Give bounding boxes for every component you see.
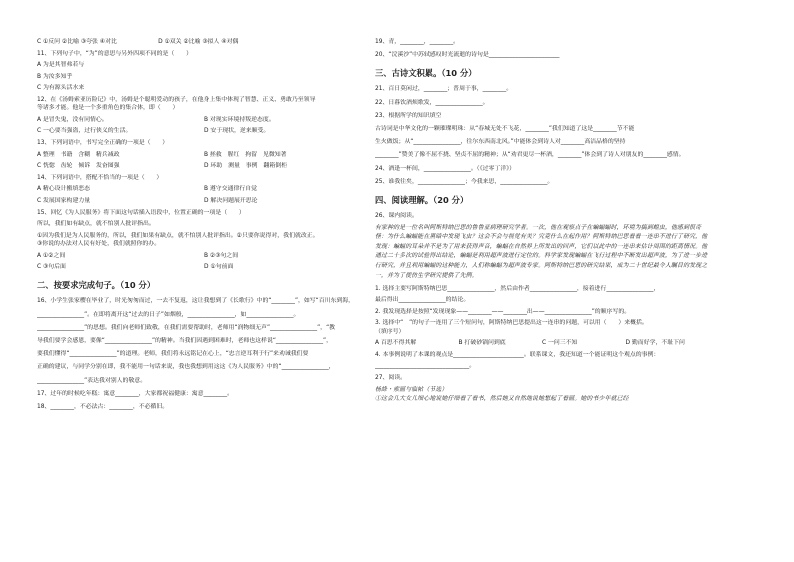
q13-option-a: A 整理 书籍 含糊 精兵减政 — [37, 151, 120, 158]
q14-option-b: B 遵守交通律行自觉 — [204, 186, 258, 193]
q12-stem-line1: 12、在《汤姆索亚历险记》中，汤姆是个聪明爱动的孩子，在他身上集中体现了智慧、正义、勇敢乃至领导 — [37, 96, 316, 103]
q15-options-cd — [37, 263, 371, 271]
passage2-title: 杨絳・索画与临帖（节选） — [375, 386, 448, 393]
q13-option-d: D 环助 测量 事例 翻箱倒柜 — [204, 163, 287, 170]
section-2-heading: 二、按要求完成句子。（10 分） — [37, 280, 156, 291]
q11-option-c: C 为有源头活水来 — [37, 85, 85, 92]
q22: 22、日暮饮酒烦歌发，________________。 — [375, 99, 489, 106]
q23-line1: 古诗词是中华文化的一颗璀璨明珠：从“春城无处不飞花，________”我们知道了这是________节不能 — [375, 126, 635, 133]
q13-stem: 13、下列词语中，书写完全正确的一项是（ ） — [37, 139, 169, 146]
q15-passage-line1: ①因为我们是为人民服务的，所以，我们如果有缺点，就不怕别人批评指出。②只要你说得对，我们就改正。 — [37, 232, 319, 239]
q23-stem: 23、根据所学的知识填空 — [375, 112, 442, 119]
q12-stem-line2: 等诸多才能。他是一个多重角色的集合体，即（ ） — [37, 105, 179, 112]
r4-line1: 4. 本事例说明了本课的观点是________________________。联系课文，我还知道一个能证明这个观点的事例： — [375, 351, 660, 358]
q13-options-ab — [37, 151, 371, 159]
q14-options-cd — [37, 197, 371, 205]
q19: 19、青，________，________。 — [375, 39, 460, 45]
q13-options-cd — [37, 162, 371, 170]
q12-option-b: B 对现实环境持叛逆态度。 — [204, 116, 275, 123]
q17: 17、过年的时候吃年糕：寓意________，大家都祝福健康：寓意________。 — [37, 390, 233, 397]
right-column — [375, 38, 709, 405]
r3-option-b: B 打破砂锅问到底 — [458, 340, 506, 347]
r3-option-c: C 一问三不知 — [542, 340, 578, 347]
q14-options-ab — [37, 185, 371, 193]
q13-option-b: B 拯救 腥红 拘留 见微知著 — [204, 151, 287, 158]
q25: 25、谁我往矣，________________；今我来思，________________。 — [375, 178, 554, 185]
q15-option-d: D ①句前面 — [204, 264, 234, 271]
q15-option-a: A ①②之间 — [37, 252, 66, 259]
q15-options-ab — [37, 252, 371, 260]
q23-line3: ________”赞美了像不屈不挠、坚贞不屈的精神；从“劝君更尽一杯酒，________”体会到了诗人对朋友的________感情。 — [375, 152, 685, 159]
r2: 2. 我发现选择是按照“发现现象——________——________出——________________”的顺序写的。 — [375, 308, 631, 315]
q15-sentence: 所以，我们如有缺点，就不怕别人批评指出。 — [37, 221, 155, 228]
q23-line2: 生火做饭；从“________________，往尔东西南北风。”中能体会到诗人对________高洁品格的坚持 — [375, 139, 626, 146]
q12-options-ab — [37, 116, 371, 124]
q16-line5: 要我们懂得“________________”的道理。老师，我们将永远铭记在心上，“忠言逆耳利于行”来劝诫我们要 — [37, 351, 309, 358]
r3-line2: （填序号） — [375, 328, 405, 335]
q15-option-c: C ③句后面 — [37, 264, 66, 271]
q14-option-a: A 精心设计搬填恶态 — [37, 186, 91, 193]
reading-passage: 有家种的是一位名叫阿斯特纳巴思的鲁鲁亚病理研究学者。一次，他在观察点子在蝙蝠蝠时，环境为搞到蝗虫，他感到很奇怪：为什么蝙蝠能在黑暗中发现飞虫？这会不会与视觉有关？究竟什么在起作用？阿斯特纳巴思看看一连串不进行了研究，他发现：蝙蝠的耳朵并不是为了用来获得声音，蝙蝠在自然界上所发出的回声，它们以此中的一连串来估计周围的距离情况。他通过二十多次的试验得出结论，蝙蝠是利用超声波进行定位的。科学家发现蝙蝠在飞行过程中不断发出超声波，为了进一步进行研究，并且利用蝙蝠的这种能力，人们称蝙蝠为超声波专家。阿斯特纳巴思的研究结果，成为二十世纪最令人瞩目的发现之一，并为了使仿生学研究提供了先例。 — [375, 224, 708, 279]
q13-option-c: C 恍惚 齿轮 倾诉 发奋图强 — [37, 163, 120, 170]
q12-options-cd — [37, 127, 371, 135]
q10-options-cd: C ①反问 ②比喻 ③夸张 ④对比 D ①双关 ②比喻 ③拟人 ④对偶 — [37, 39, 239, 45]
q16-line4: 导我们要学会感恩，要像“________________”的精神。当我们因遇到困难时，老师也这样说“________________”， — [37, 337, 332, 344]
section-4-heading: 四、阅读理解。（20 分） — [375, 195, 469, 206]
q14-stem: 14、下列词语中，搭配不恰当的一项是（ ） — [37, 174, 163, 181]
q16-line6: 正确的建议，与同学分别在即，我不能用一句话来说，我也我想到用这这《为人民服务》中的“________________， — [37, 364, 335, 371]
r3-option-d: D 勤而好学，不耻下问 — [625, 340, 685, 347]
q16-line1: 16、小学生张家樱在毕业了，时光匆匆而过，一去不复返，这让我想到了《长歌行》中的“________”，如写“百川东到海， — [37, 298, 355, 305]
r3-line1: 3. 选择中“ ”的句子一连用了三个短问句，阿斯特纳巴思提出这一连串的问题，可以用（ ）来概括。 — [375, 320, 648, 327]
q16-line3: ________________”的思想。我们向老师们致敬，在我们需要帮助时，老师用“润物细无声”________________”，“教 — [37, 324, 336, 331]
r1-line2: 最后得出________________的结论。 — [375, 297, 470, 304]
r3-options — [375, 339, 709, 347]
section-3-heading: 三、古诗文积累。（10 分） — [375, 68, 477, 79]
r1-line1: 1. 选择主要写阿斯特纳巴思________________，然后由作者________________，接着进行________________， — [375, 285, 660, 292]
q16-line7: ________________”表达我对别人的敬意。 — [37, 377, 147, 384]
q14-option-d: D 解决问题展开思论 — [204, 197, 258, 204]
q12-option-c: C 一心要当强盗，过行侠义的生活。 — [37, 128, 132, 135]
q11-option-b: B 为汝多知乎 — [37, 73, 73, 80]
r4-line2: ________________________________。 — [375, 363, 476, 370]
q16-line2: ________________”。在即将离开这“过去的日子”如烟般，________________，如________________。 — [37, 311, 300, 318]
q11-option-a: A 为是其智弗若与 — [37, 62, 85, 69]
q18: 18、________，不必法古：________，不必循旧。 — [37, 403, 169, 410]
q20: 20、“浣溪沙”中苏轼感叹时光流逝的诗句是________________________ — [375, 52, 560, 59]
q14-option-c: C 发展国家构建力量 — [37, 197, 91, 204]
q15-option-b: B ②③句之间 — [204, 252, 239, 259]
q11-stem: 11、下列句子中，“为”的意思与另外四项不同的是（ ） — [37, 50, 192, 57]
left-column — [37, 38, 371, 411]
q15-passage-line2: ③你说的办法对人民有好处，我们就照你的办。 — [37, 240, 161, 247]
q26-stem: 26、课内阅读。 — [375, 213, 418, 220]
q21: 21、百日莫闲过，________；普周于事，________。 — [375, 86, 513, 93]
q12-option-d: D 安于现状，逆来顺受。 — [204, 128, 270, 135]
q24: 24、酒逢一杯间，________________。（《过零丁洋》） — [375, 165, 516, 172]
passage2-text: ①这会儿大女儿细心地说她仔细看了看书，然后她又自然地说她想起了看画。她的书少年就已经 — [375, 396, 629, 403]
q27-stem: 27、阅读。 — [375, 374, 407, 381]
q15-stem: 15、回忆《为人民服务》将下面这句话插入语段中，位置正确的一项是（ ） — [37, 209, 245, 216]
r3-option-a: A 百思不得其解 — [375, 340, 417, 347]
q12-option-a: A 是冒失鬼，没有同情心。 — [37, 116, 108, 123]
